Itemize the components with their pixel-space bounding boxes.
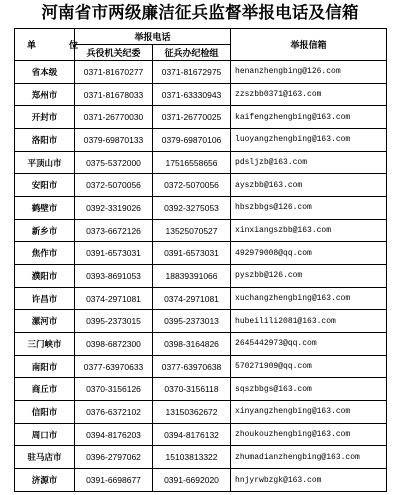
unit-cell: 鹤壁市: [15, 197, 75, 220]
email-cell: pdsljzb@163.com: [231, 151, 387, 174]
email-cell: luoyangzhengbing@163.com: [231, 129, 387, 152]
table-row: [15, 174, 387, 197]
table-row: [15, 106, 387, 129]
table-row: [15, 355, 387, 378]
table-row: [15, 219, 387, 242]
table-row: [15, 333, 387, 356]
table-row: [15, 151, 387, 174]
office-phone-cell: 0391-6692020: [153, 469, 231, 492]
bureau-phone-cell: 0391-6698677: [75, 469, 153, 492]
bureau-phone-cell: 0371-26770030: [75, 106, 153, 129]
email-cell: hnjyrwbzgk@163.com: [231, 469, 387, 492]
bureau-phone-cell: 0395-2373015: [75, 310, 153, 333]
office-phone-cell: 13525070527: [153, 219, 231, 242]
table-row: [15, 265, 387, 288]
unit-cell: 济源市: [15, 469, 75, 492]
unit-cell: 郑州市: [15, 83, 75, 106]
email-cell: 2645442973@qq.com: [231, 333, 387, 356]
bureau-phone-cell: 0379-69870133: [75, 129, 153, 152]
table-row: [15, 446, 387, 469]
office-phone-cell: 0398-3164826: [153, 333, 231, 356]
bureau-column-header: 兵役机关纪委: [75, 45, 153, 61]
table-row: [15, 310, 387, 333]
email-cell: kaifengzhengbing@163.com: [231, 106, 387, 129]
email-cell: sqszbbgs@163.com: [231, 378, 387, 401]
bureau-phone-cell: 0393-8691053: [75, 265, 153, 288]
unit-cell: 濮阳市: [15, 265, 75, 288]
unit-cell: 信阳市: [15, 401, 75, 424]
bureau-phone-cell: 0374-2971081: [75, 287, 153, 310]
unit-cell: 许昌市: [15, 287, 75, 310]
bureau-phone-cell: 0398-6872300: [75, 333, 153, 356]
table-row: [15, 83, 387, 106]
unit-cell: 商丘市: [15, 378, 75, 401]
unit-cell: 驻马店市: [15, 446, 75, 469]
office-phone-cell: 0395-2373013: [153, 310, 231, 333]
office-phone-cell: 0371-81672975: [153, 61, 231, 84]
email-cell: xinxiangszbb@163.com: [231, 219, 387, 242]
office-phone-cell: 13150362672: [153, 401, 231, 424]
phone-group-header: 举报电话: [75, 29, 231, 45]
email-cell: hubeilili2081@163.com: [231, 310, 387, 333]
table-row: [15, 242, 387, 265]
office-phone-cell: 0394-8176132: [153, 423, 231, 446]
bureau-phone-cell: 0376-6372102: [75, 401, 153, 424]
office-phone-cell: 0371-63330943: [153, 83, 231, 106]
table-row: [15, 287, 387, 310]
email-cell: zhoukouzhengbing@163.com: [231, 423, 387, 446]
unit-cell: 南阳市: [15, 355, 75, 378]
email-cell: xuchangzhengbing@163.com: [231, 287, 387, 310]
bureau-phone-cell: 0371-81670277: [75, 61, 153, 84]
unit-cell: 平顶山市: [15, 151, 75, 174]
table-row: [15, 469, 387, 492]
office-phone-cell: 0391-6573031: [153, 242, 231, 265]
office-phone-cell: 0392-3275053: [153, 197, 231, 220]
bureau-phone-cell: 0373-6672126: [75, 219, 153, 242]
table-row: [15, 197, 387, 220]
bureau-phone-cell: 0371-81678033: [75, 83, 153, 106]
unit-cell: 焦作市: [15, 242, 75, 265]
table-row: [15, 129, 387, 152]
report-table: [14, 28, 387, 492]
unit-cell: 新乡市: [15, 219, 75, 242]
table-row: [15, 378, 387, 401]
page-title: 河南省市两级廉洁征兵监督举报电话及信箱: [41, 3, 359, 22]
bureau-phone-cell: 0396-2797062: [75, 446, 153, 469]
office-phone-cell: 0370-3156118: [153, 378, 231, 401]
bureau-phone-cell: 0394-8176203: [75, 423, 153, 446]
table-row: [15, 423, 387, 446]
table-body: [15, 61, 387, 492]
office-phone-cell: 15103813322: [153, 446, 231, 469]
unit-cell: 漯河市: [15, 310, 75, 333]
unit-column-header: 单 位: [15, 29, 75, 61]
office-phone-cell: 17516558656: [153, 151, 231, 174]
email-cell: 570271909@qq.com: [231, 355, 387, 378]
unit-cell: 省本级: [15, 61, 75, 84]
email-cell: 492979008@qq.com: [231, 242, 387, 265]
email-column-header: 举报信箱: [231, 29, 387, 61]
bureau-phone-cell: 0372-5070056: [75, 174, 153, 197]
bureau-phone-cell: 0377-63970633: [75, 355, 153, 378]
office-phone-cell: 18839391066: [153, 265, 231, 288]
office-phone-cell: 0374-2971081: [153, 287, 231, 310]
office-phone-cell: 0371-26770025: [153, 106, 231, 129]
email-cell: henanzhengbing@126.com: [231, 61, 387, 84]
unit-cell: 洛阳市: [15, 129, 75, 152]
unit-cell: 开封市: [15, 106, 75, 129]
table-row: [15, 401, 387, 424]
unit-cell: 周口市: [15, 423, 75, 446]
email-cell: xinyangzhengbing@163.com: [231, 401, 387, 424]
table-row: [15, 61, 387, 84]
office-phone-cell: 0372-5070056: [153, 174, 231, 197]
bureau-phone-cell: 0391-6573031: [75, 242, 153, 265]
bureau-phone-cell: 0392-3319026: [75, 197, 153, 220]
email-cell: zhumadianzhengbing@163.com: [231, 446, 387, 469]
bureau-phone-cell: 0375-5372000: [75, 151, 153, 174]
bureau-phone-cell: 0370-3156126: [75, 378, 153, 401]
unit-cell: 安阳市: [15, 174, 75, 197]
email-cell: ayszbb@163.com: [231, 174, 387, 197]
email-cell: pyszbb@126.com: [231, 265, 387, 288]
office-phone-cell: 0377-63970638: [153, 355, 231, 378]
email-cell: hbszbbgs@126.com: [231, 197, 387, 220]
email-cell: zzszbb0371@163.com: [231, 83, 387, 106]
office-column-header: 征兵办纪检组: [153, 45, 231, 61]
office-phone-cell: 0379-69870106: [153, 129, 231, 152]
unit-cell: 三门峡市: [15, 333, 75, 356]
